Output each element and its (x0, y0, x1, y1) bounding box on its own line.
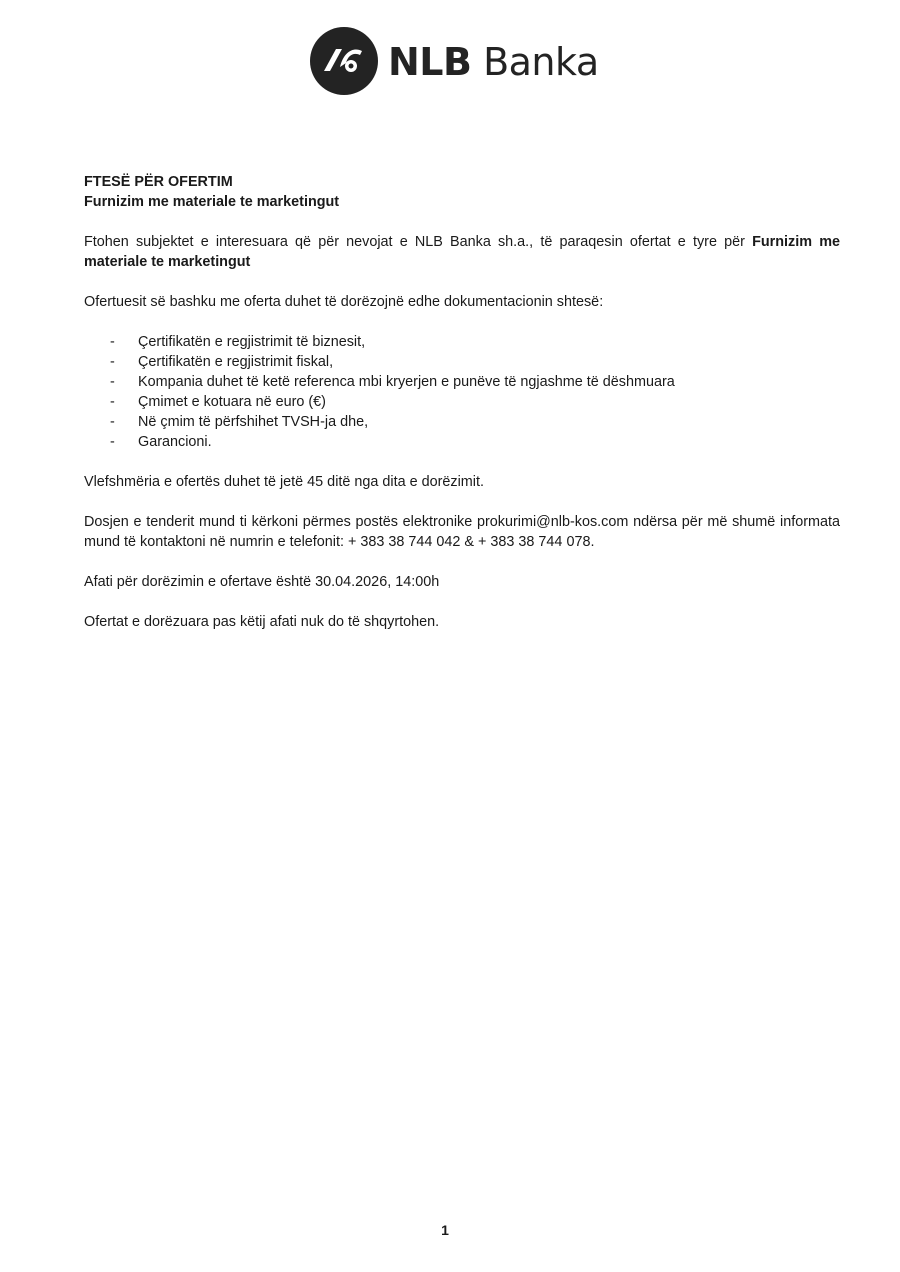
list-item (84, 392, 840, 412)
list-item-text: Kompania duhet të ketë referenca mbi kryerjen e punëve të ngjashme të dëshmuara (138, 374, 675, 390)
list-item-text: Çertifikatën e regjistrimit të biznesit, (138, 334, 366, 350)
list-dash: - (110, 434, 115, 450)
contact-paragraph: Dosjen e tenderit mund ti kërkoni përmes postës elektronike prokurimi@nlb-kos.com ndërsa për më shumë informata mund të kontaktoni në numrin e telefonit: + 383 38 744 042 & + 383 38 744 078. (84, 514, 840, 550)
logo-wordmark (388, 40, 599, 84)
list-dash: - (110, 334, 115, 350)
intro-text: Ftohen subjektet e interesuara që për nevojat e NLB Banka sh.a., të paraqesin ofertat e tyre për (84, 234, 753, 250)
intro-bold-text: Furnizim me materiale te marketingut (84, 234, 840, 270)
requirements-list (84, 332, 840, 452)
list-item (84, 412, 840, 432)
list-item-text: Çmimet e kotuara në euro (€) (138, 394, 326, 410)
document-body (84, 172, 840, 632)
list-dash: - (110, 374, 115, 390)
logo-text-banka: Banka (483, 40, 599, 84)
list-item (84, 372, 840, 392)
late-submission-paragraph: Ofertat e dorëzuara pas këtij afati nuk do të shqyrtohen. (84, 614, 440, 630)
list-item (84, 432, 840, 452)
logo-text-nlb: NLB (388, 40, 472, 84)
list-dash: - (110, 414, 115, 430)
list-item-text: Garancioni. (138, 434, 212, 450)
intro-paragraph (84, 232, 840, 272)
list-item (84, 332, 840, 352)
list-dash: - (110, 354, 115, 370)
list-item-text: Në çmim të përfshihet TVSH-ja dhe, (138, 414, 369, 430)
page-number: 1 (441, 1222, 449, 1238)
list-dash: - (110, 394, 115, 410)
list-item (84, 352, 840, 372)
list-item-text: Çertifikatën e regjistrimit fiskal, (138, 354, 334, 370)
nlb-logo-mark-icon (310, 27, 378, 95)
deadline-paragraph: Afati për dorëzimin e ofertave është 30.04.2026, 14:00h (84, 574, 440, 590)
document-title: FTESË PËR OFERTIM (84, 174, 233, 190)
document-subtitle: Furnizim me materiale te marketingut (84, 194, 340, 210)
requirements-intro: Ofertuesit së bashku me oferta duhet të dorëzojnë edhe dokumentacionin shtesë: (84, 294, 604, 310)
validity-paragraph: Vlefshmëria e ofertës duhet të jetë 45 ditë nga dita e dorëzimit. (84, 474, 484, 490)
nlb-banka-logo (310, 27, 599, 95)
